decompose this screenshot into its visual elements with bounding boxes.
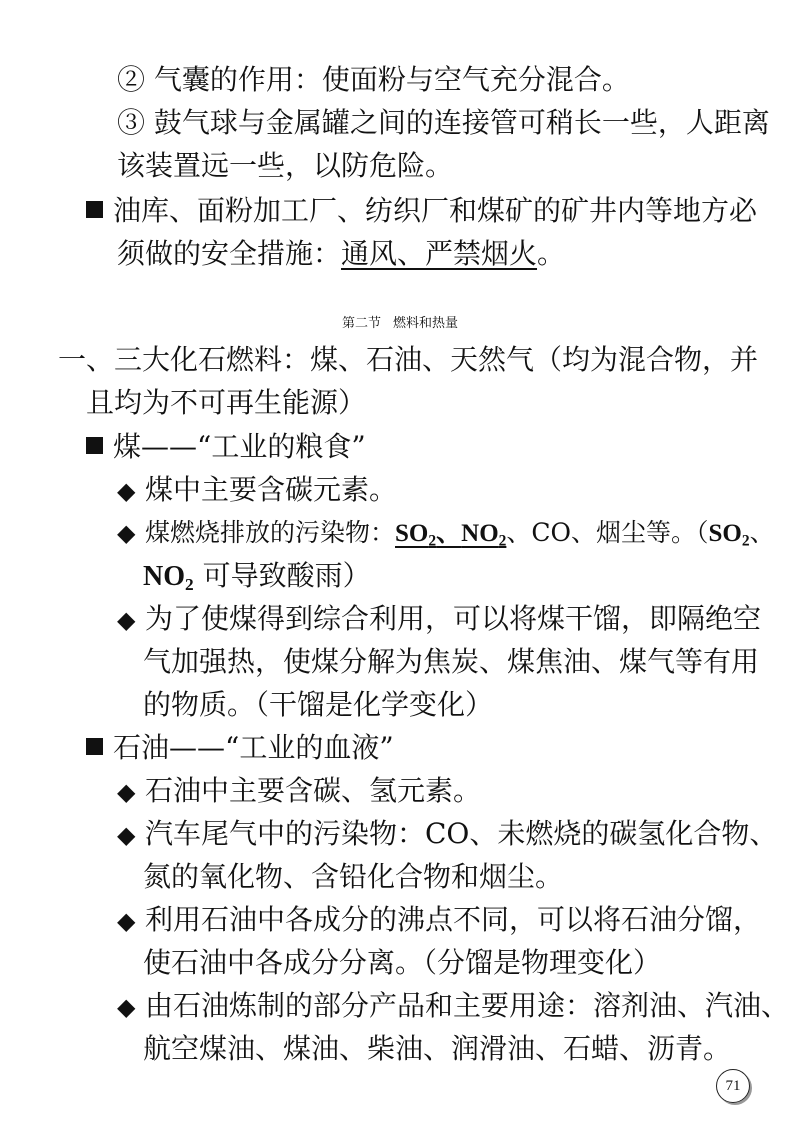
page-number: 71	[716, 1069, 750, 1103]
text-line: 航空煤油、煤油、柴油、润滑油、石蜡、沥青。	[143, 1032, 732, 1065]
diamond-bullet-icon: ◆	[117, 907, 136, 935]
text-line: ③ 鼓气球与金属罐之间的连接管可稍长一些，人距离	[117, 106, 770, 139]
text-line: 使石油中各成分分离。（分馏是物理变化）	[143, 946, 662, 979]
text-line: 且均为不可再生能源）	[86, 386, 367, 419]
square-bullet-icon	[86, 437, 103, 454]
text-line: 氮的氧化物、含铅化合物和烟尘。	[143, 860, 564, 893]
bullet-line: ◆ 煤中主要含碳元素。	[117, 470, 397, 511]
bullet-line: ◆ 为了使煤得到综合利用，可以将煤干馏，即隔绝空	[117, 599, 761, 640]
underlined-answer: 通风、严禁烟火	[341, 237, 538, 270]
bullet-line: ◆ 由石油炼制的部分产品和主要用途：溶剂油、汽油、	[117, 986, 789, 1027]
square-bullet-icon	[86, 738, 103, 755]
text-line: 气加强热，使煤分解为焦炭、煤焦油、煤气等有用	[143, 645, 760, 678]
bullet-line: 油库、面粉加工厂、纺织厂和煤矿的矿井内等地方必	[86, 191, 757, 231]
square-bullet-icon	[86, 201, 103, 218]
text-line: 该装置远一些，以防危险。	[117, 149, 454, 182]
diamond-bullet-icon: ◆	[117, 477, 136, 505]
section-heading: 第二节 燃料和热量	[341, 316, 459, 331]
diamond-bullet-icon: ◆	[117, 606, 136, 634]
oil-heading: 石油——“工业的血液”	[86, 728, 394, 768]
coal-heading: 煤——“工业的粮食”	[86, 427, 366, 467]
bullet-line: ◆ 汽车尾气中的污染物：CO、未燃烧的碳氢化合物、	[117, 814, 777, 855]
text-line: ② 气囊的作用：使面粉与空气充分混合。	[117, 63, 630, 96]
text-line: 的物质。（干馏是化学变化）	[143, 688, 494, 721]
diamond-bullet-icon: ◆	[117, 821, 136, 849]
text-line: $NO_2$ 可导致酸雨）	[143, 559, 371, 594]
diamond-bullet-icon: ◆	[117, 778, 136, 806]
diamond-bullet-icon: ◆	[117, 519, 136, 547]
bullet-line: ◆ 石油中主要含碳、氢元素。	[117, 771, 481, 812]
bullet-line: ◆ 煤燃烧排放的污染物：$SO_2$、$NO_2$、CO、烟尘等。（$SO_2$、	[117, 513, 775, 554]
bullet-line: ◆ 利用石油中各成分的沸点不同，可以将石油分馏，	[117, 900, 761, 941]
text-line: 须做的安全措施：通风、严禁烟火。	[117, 237, 566, 270]
diamond-bullet-icon: ◆	[117, 993, 136, 1021]
text-line: 一、三大化石燃料：煤、石油、天然气（均为混合物，并	[58, 343, 759, 376]
underlined-answer: $SO_2$、$NO_2$	[395, 520, 507, 550]
